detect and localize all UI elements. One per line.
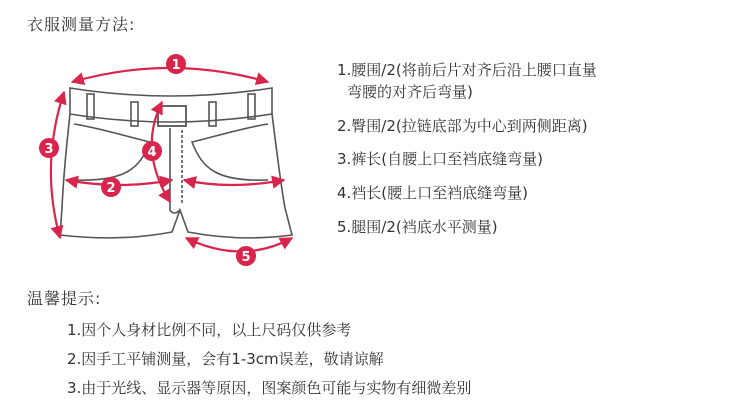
belt-loop (87, 94, 94, 119)
instruction-text: 1.腰围/2(将前后片对齐后沿上腰口直量 (337, 61, 597, 79)
marker-2 (101, 177, 121, 197)
instruction-text: 2.臀围/2(拉链底部为中心到两侧距离) (337, 116, 588, 135)
left-pocket (74, 124, 150, 180)
marker-2-label: 2 (106, 181, 116, 196)
tip-item: 3.由于光线、显示器等原因，图案颜色可能与实物有细微差别 (67, 379, 472, 397)
tips-title: 温馨提示: (27, 289, 102, 308)
instruction-continuation: 弯腰的对齐后弯量) (347, 82, 473, 101)
measurement-instructions (337, 60, 747, 251)
marker-1 (166, 54, 186, 74)
marker-5-label: 5 (241, 250, 251, 265)
instruction-leg (337, 217, 747, 239)
tip-item: 1.因个人身材比例不同，以上尺码仅供参考 (67, 321, 352, 339)
instruction-hip (337, 116, 747, 138)
belt-buckle (158, 106, 186, 126)
marker-5 (236, 246, 256, 266)
section-title: 衣服测量方法: (27, 15, 136, 34)
instruction-text: 3.裤长(自腰上口至裆底缝弯量) (337, 150, 544, 169)
tips-list (67, 321, 471, 408)
shorts-outline (60, 88, 292, 238)
instruction-length (337, 149, 747, 171)
shorts-diagram (0, 40, 330, 280)
waistband-shape (70, 88, 272, 122)
measure-hip-right (184, 180, 284, 185)
belt-loop (209, 102, 216, 126)
marker-3-label: 3 (44, 142, 54, 157)
instruction-text: 4.裆长(腰上口至裆底缝弯量) (337, 184, 529, 202)
marker-1-label: 1 (171, 58, 181, 73)
marker-3 (39, 138, 59, 158)
shorts-body (60, 114, 292, 238)
instruction-text: 5.腿围/2(裆底水平测量) (337, 217, 498, 236)
right-pocket (192, 124, 268, 180)
tip-item: 2.因手工平铺测量，会有1-3cm误差，敬请谅解 (67, 350, 384, 368)
fly-seam (170, 128, 180, 213)
instruction-waist (337, 60, 747, 104)
belt-loop (248, 94, 255, 119)
marker-4-label: 4 (147, 145, 157, 160)
belt-loop (131, 102, 138, 126)
instruction-rise (337, 183, 747, 205)
marker-4 (142, 141, 162, 161)
